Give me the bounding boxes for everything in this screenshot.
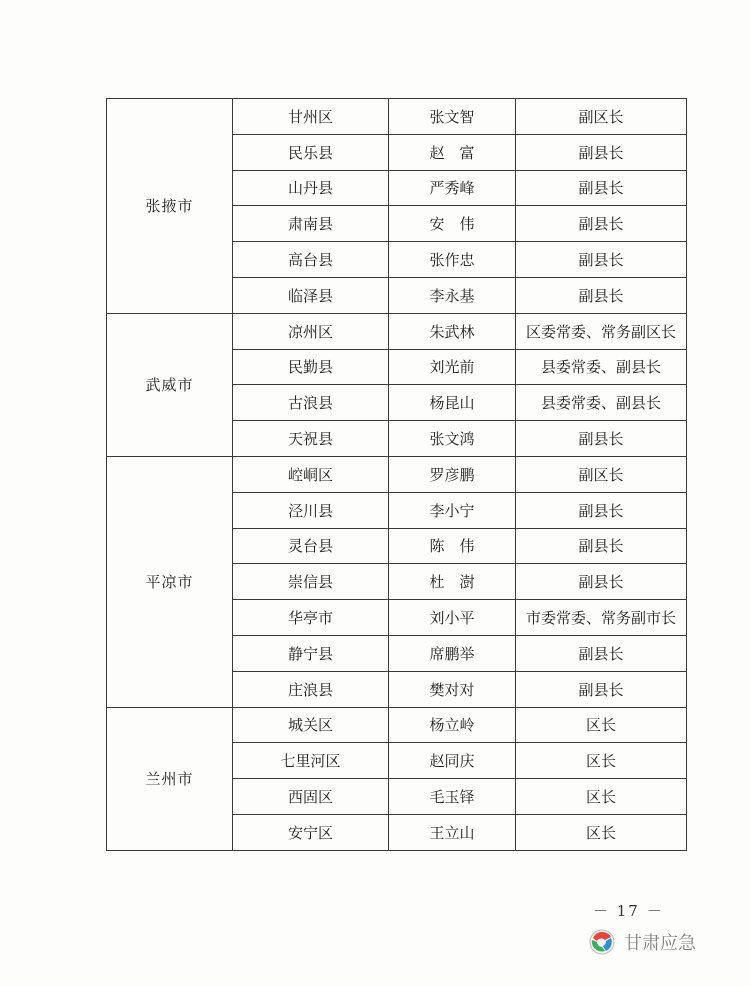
post-cell: 副县长	[516, 492, 687, 528]
officials-table-body	[107, 99, 687, 851]
name-cell: 杨立岭	[389, 707, 516, 743]
post-cell: 区长	[516, 743, 687, 779]
post-cell: 区长	[516, 707, 687, 743]
post-cell: 县委常委、副县长	[516, 349, 687, 385]
logo-icon	[588, 928, 616, 956]
county-cell: 庄浪县	[233, 671, 389, 707]
name-cell: 席鹏举	[389, 635, 516, 671]
table-row	[107, 707, 687, 743]
county-cell: 华亭市	[233, 600, 389, 636]
post-cell: 副县长	[516, 206, 687, 242]
county-cell: 七里河区	[233, 743, 389, 779]
county-cell: 静宁县	[233, 635, 389, 671]
post-cell: 市委常委、常务副市长	[516, 600, 687, 636]
name-cell: 李永基	[389, 277, 516, 313]
post-cell: 副县长	[516, 170, 687, 206]
county-cell: 临泽县	[233, 277, 389, 313]
county-cell: 甘州区	[233, 99, 389, 135]
post-cell: 副区长	[516, 99, 687, 135]
name-cell: 张作忠	[389, 242, 516, 278]
name-cell: 赵同庆	[389, 743, 516, 779]
post-cell: 区长	[516, 779, 687, 815]
post-cell: 区委常委、常务副区长	[516, 313, 687, 349]
county-cell: 古浪县	[233, 385, 389, 421]
post-cell: 副县长	[516, 671, 687, 707]
county-cell: 山丹县	[233, 170, 389, 206]
post-cell: 副县长	[516, 242, 687, 278]
name-cell: 李小宁	[389, 492, 516, 528]
county-cell: 民乐县	[233, 134, 389, 170]
post-cell: 副县长	[516, 421, 687, 457]
name-cell: 张文智	[389, 99, 516, 135]
name-cell: 毛玉铎	[389, 779, 516, 815]
city-cell: 兰州市	[107, 707, 233, 850]
county-cell: 安宁区	[233, 814, 389, 850]
table-row	[107, 99, 687, 135]
page-number: － 17 －	[593, 902, 664, 920]
name-cell: 刘光前	[389, 349, 516, 385]
county-cell: 崇信县	[233, 564, 389, 600]
name-cell: 杜 澍	[389, 564, 516, 600]
name-cell: 严秀峰	[389, 170, 516, 206]
city-cell: 武威市	[107, 313, 233, 456]
watermark-text: 甘肃应急	[624, 933, 696, 954]
post-cell: 区长	[516, 814, 687, 850]
name-cell: 杨昆山	[389, 385, 516, 421]
officials-table	[106, 98, 687, 851]
watermark	[588, 928, 696, 956]
county-cell: 民勤县	[233, 349, 389, 385]
post-cell: 副县长	[516, 528, 687, 564]
name-cell: 赵 富	[389, 134, 516, 170]
name-cell: 朱武林	[389, 313, 516, 349]
county-cell: 凉州区	[233, 313, 389, 349]
county-cell: 高台县	[233, 242, 389, 278]
post-cell: 副区长	[516, 456, 687, 492]
county-cell: 肃南县	[233, 206, 389, 242]
county-cell: 灵台县	[233, 528, 389, 564]
post-cell: 县委常委、副县长	[516, 385, 687, 421]
county-cell: 崆峒区	[233, 456, 389, 492]
post-cell: 副县长	[516, 635, 687, 671]
county-cell: 天祝县	[233, 421, 389, 457]
county-cell: 城关区	[233, 707, 389, 743]
name-cell: 陈 伟	[389, 528, 516, 564]
name-cell: 刘小平	[389, 600, 516, 636]
county-cell: 泾川县	[233, 492, 389, 528]
city-cell: 平凉市	[107, 456, 233, 707]
name-cell: 罗彦鹏	[389, 456, 516, 492]
post-cell: 副县长	[516, 277, 687, 313]
name-cell: 樊对对	[389, 671, 516, 707]
city-cell: 张掖市	[107, 99, 233, 314]
county-cell: 西固区	[233, 779, 389, 815]
post-cell: 副县长	[516, 564, 687, 600]
table-row	[107, 313, 687, 349]
name-cell: 王立山	[389, 814, 516, 850]
post-cell: 副县长	[516, 134, 687, 170]
name-cell: 安 伟	[389, 206, 516, 242]
table-row	[107, 456, 687, 492]
name-cell: 张文鸿	[389, 421, 516, 457]
